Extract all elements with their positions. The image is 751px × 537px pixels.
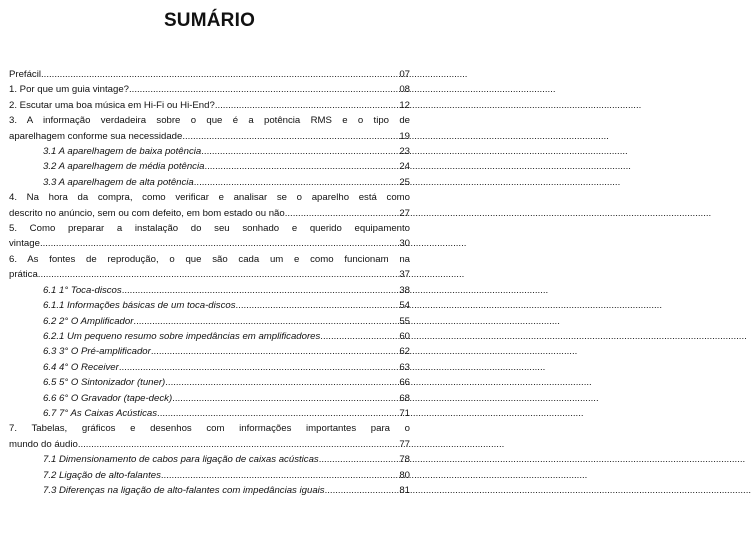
toc-entry-line: [9, 452, 410, 467]
toc-entry[interactable]: [9, 190, 410, 221]
dot-leader: [194, 175, 398, 190]
toc-page-number: 30: [399, 238, 410, 250]
toc-entry-title: 6.3 3° O Pré-amplificador: [43, 346, 151, 358]
toc-entry-line: [9, 98, 410, 113]
toc-page-number: 63: [399, 361, 410, 373]
dot-leader: [122, 283, 398, 298]
toc-entry-line: [9, 283, 410, 298]
toc-page-number: 54: [399, 300, 410, 312]
dot-leader: [172, 391, 397, 406]
toc-entry-line: [9, 375, 410, 390]
toc-entry-title: Prefácil: [9, 69, 41, 80]
dot-leader: [165, 375, 397, 390]
toc-page-number: 62: [399, 346, 410, 358]
toc-entry[interactable]: [9, 298, 410, 313]
toc-entry-title: 6.2.1 Um pequeno resumo sobre impedâncias em amplificadores: [43, 330, 321, 342]
dot-leader: [201, 144, 397, 159]
toc-entry-line: [9, 437, 410, 452]
toc-page-number: 60: [399, 330, 410, 342]
dot-leader: [182, 129, 397, 144]
toc-entry[interactable]: [9, 468, 410, 483]
toc-entry-title: descrito no anúncio, sem ou com defeito, em bom estado ou não: [9, 207, 285, 219]
toc-page-number: 77: [399, 438, 410, 450]
page-title: SUMÁRIO: [163, 10, 256, 31]
toc-entry-title: 7.1 Dimensionamento de cabos para ligação de caixas acústicas: [43, 454, 319, 466]
toc-page-number: 38: [399, 284, 410, 296]
toc-entry-line: [9, 206, 410, 221]
toc-entry-title: 6.7 7° As Caixas Acústicas: [43, 407, 158, 419]
dot-leader: [129, 82, 397, 97]
toc-page-number: 37: [399, 269, 410, 281]
toc-entry[interactable]: [9, 375, 410, 390]
dot-leader: [78, 437, 398, 452]
toc-page-number: 80: [399, 469, 410, 481]
toc-page-number: 27: [399, 207, 410, 219]
toc-entry[interactable]: [9, 314, 410, 329]
toc-entry[interactable]: [9, 391, 410, 406]
dot-leader: [161, 468, 397, 483]
toc-entry-title: 6.4 4° O Receiver: [43, 361, 119, 373]
toc-entry[interactable]: [9, 113, 410, 144]
toc-entry[interactable]: [9, 452, 410, 467]
toc-entry-first-line: 7. Tabelas, gráficos e desenhos com informações importantes para o: [9, 423, 410, 435]
toc-entry-title: 6.1 1° Toca-discos: [43, 284, 122, 296]
toc-page-number: 78: [399, 454, 410, 466]
toc-entry[interactable]: [9, 283, 410, 298]
toc-entry[interactable]: [9, 483, 410, 498]
toc-entry-title: aparelhagem conforme sua necessidade: [9, 130, 183, 142]
toc-entry-line: [9, 67, 410, 82]
toc-entry-line: [9, 468, 410, 483]
toc-page-number: 71: [399, 407, 410, 419]
toc-entry-line: [9, 360, 410, 375]
toc-entry-title: 1. Por que um guia vintage?: [9, 84, 130, 96]
dot-leader: [119, 360, 398, 375]
toc-entry-line: [9, 144, 410, 159]
toc-entry-line: [9, 314, 410, 329]
toc-entry-line: [9, 129, 410, 144]
toc-entry-title: 2. Escutar uma boa música em Hi-Fi ou Hi-End?: [9, 99, 215, 111]
toc-entry[interactable]: [9, 406, 410, 421]
toc-entry[interactable]: [9, 144, 410, 159]
toc-entry[interactable]: [9, 329, 410, 344]
dot-leader: [133, 314, 397, 329]
toc-entry-line: [9, 82, 410, 97]
toc-page-number: 07: [399, 69, 410, 80]
toc-page-number: 25: [399, 176, 410, 188]
toc-entry[interactable]: [9, 421, 410, 452]
dot-leader: [325, 483, 398, 498]
toc-page-number: 68: [399, 392, 410, 404]
toc-entry-title: 6.6 6° O Gravador (tape-deck): [43, 392, 173, 404]
toc-entry-title: 6.1.1 Informações básicas de um toca-discos: [43, 300, 236, 312]
toc-entry-first-line: 3. A informação verdadeira sobre o que é a potência RMS e o tipo de: [9, 115, 410, 127]
toc-entry[interactable]: [9, 98, 410, 113]
toc-entry-first-line: 4. Na hora da compra, como verificar e analisar se o aparelho está como: [9, 192, 410, 204]
toc-page-number: 12: [399, 99, 410, 111]
dot-leader: [285, 206, 398, 221]
dot-leader: [236, 298, 398, 313]
dot-leader: [319, 452, 398, 467]
toc-entry[interactable]: [9, 221, 410, 252]
toc-entry-line: [9, 298, 410, 313]
dot-leader: [320, 329, 397, 344]
toc-entry-title: 7.2 Ligação de alto-falantes: [43, 469, 161, 481]
toc-page-number: 55: [399, 315, 410, 327]
toc-entry[interactable]: [9, 159, 410, 174]
toc-entry-line: [9, 329, 410, 344]
toc-entry[interactable]: [9, 82, 410, 97]
toc-entry-title: 3.1 A aparelhagem de baixa potência: [43, 146, 202, 158]
dot-leader: [40, 236, 397, 251]
dot-leader: [157, 406, 397, 421]
toc-entry[interactable]: [9, 252, 410, 283]
dot-leader: [38, 267, 398, 282]
toc-entry-line: [9, 406, 410, 421]
toc-entry-line: [9, 483, 410, 498]
dot-leader: [151, 344, 398, 359]
toc-entry-first-line: 6. As fontes de reprodução, o que são cada um e como funcionam na: [9, 253, 410, 265]
toc-page-number: 08: [399, 84, 410, 96]
toc-entry-line: [9, 267, 410, 282]
toc-page-number: 19: [399, 130, 410, 142]
toc-entry-line: [9, 175, 410, 190]
dot-leader: [41, 67, 397, 82]
dot-leader: [204, 159, 397, 174]
toc-entry[interactable]: [9, 175, 410, 190]
toc-entry-first-line: 5. Como preparar a instalação do seu sonhado e querido equipamento: [9, 223, 410, 235]
toc-entry-title: 7.3 Diferenças na ligação de alto-falantes com impedâncias iguais: [43, 484, 325, 496]
dot-leader: [215, 98, 398, 113]
toc-entry-line: [9, 391, 410, 406]
toc-entry-line: [9, 236, 410, 251]
toc-entry-line: [9, 344, 410, 359]
toc-entry-title: 6.2 2° O Amplificador: [43, 315, 134, 327]
toc-page-number: 66: [399, 377, 410, 389]
table-of-contents: [9, 67, 410, 498]
toc-entry[interactable]: [9, 344, 410, 359]
toc-entry-title: 3.3 A aparelhagem de alta potência: [43, 176, 194, 188]
toc-entry-title: mundo do áudio: [9, 438, 78, 450]
toc-page-number: 24: [399, 161, 410, 173]
toc-entry-title: 6.5 5° O Sintonizador (tuner): [43, 377, 166, 389]
toc-entry-title: 3.2 A aparelhagem de média potência: [43, 161, 205, 173]
toc-entry[interactable]: [9, 360, 410, 375]
toc-entry-line: [9, 159, 410, 174]
toc-page-number: 23: [399, 146, 410, 158]
toc-entry-title: vintage: [9, 238, 40, 250]
toc-entry-title: prática: [9, 269, 38, 281]
toc-page-number: 81: [399, 484, 410, 496]
toc-entry[interactable]: [9, 67, 410, 82]
